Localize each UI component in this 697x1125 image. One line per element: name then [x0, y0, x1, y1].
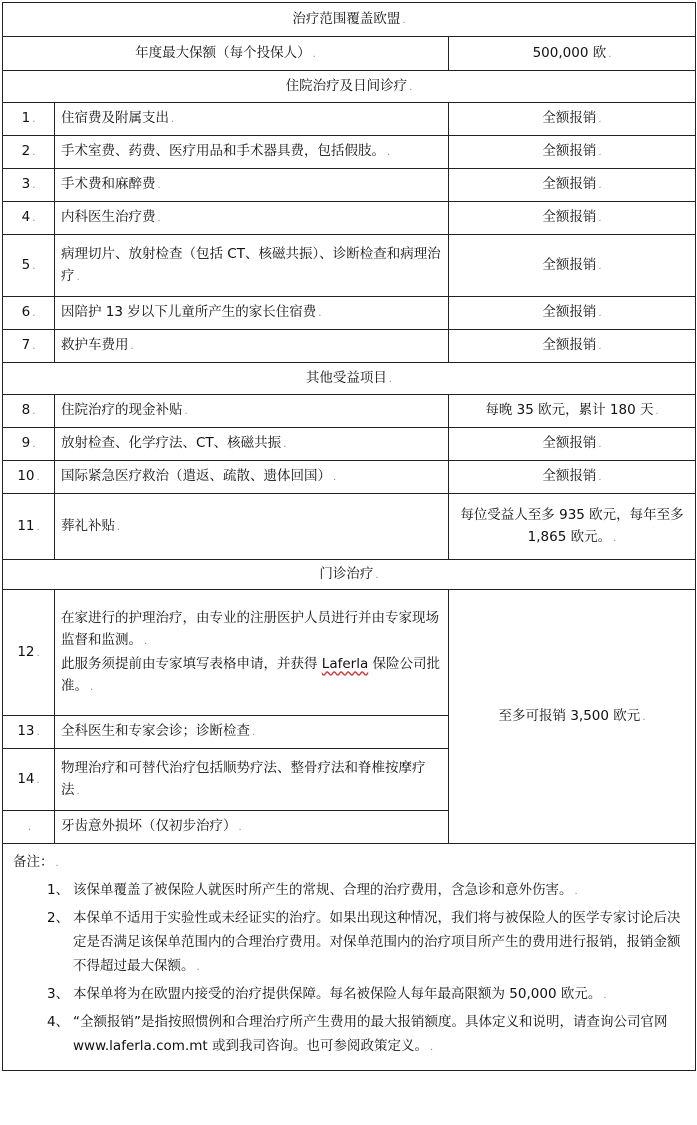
row-item: 住宿费及附属支出 .	[55, 103, 449, 136]
table-row	[3, 330, 696, 363]
row-coverage: 全额报销 .	[449, 330, 696, 363]
row-number: .	[3, 811, 55, 844]
row-number: 3 .	[3, 169, 55, 202]
row-coverage: 全额报销 .	[449, 297, 696, 330]
row-number: 1 .	[3, 103, 55, 136]
row-coverage: 全额报销 .	[449, 103, 696, 136]
row12-line2: 此服务须提前由专家填写表格申请，并获得 Laferla 保险公司批准。 .	[61, 655, 441, 694]
table-row	[3, 169, 696, 202]
row-item: 手术费和麻醉费 .	[55, 169, 449, 202]
row-coverage: 全额报销 .	[449, 136, 696, 169]
row12-line1: 在家进行的护理治疗，由专业的注册医护人员进行并由专家现场监督和监测。 .	[61, 609, 439, 648]
table-row	[3, 202, 696, 235]
row-coverage: 每晚 35 欧元，累计 180 天 .	[449, 395, 696, 428]
annual-max-label: 年度最大保额（每个投保人） .	[3, 37, 449, 71]
row-number: 14 .	[3, 749, 55, 811]
row-number: 12 .	[3, 590, 55, 716]
row-item: 手术室费、药费、医疗用品和手术器具费，包括假肢。 .	[55, 136, 449, 169]
section-outpatient: 门诊治疗 .	[3, 560, 696, 590]
table-row	[3, 494, 696, 560]
row-item: 放射检查、化学疗法、CT、核磁共振 .	[55, 428, 449, 461]
row-coverage: 全额报销 .	[449, 461, 696, 494]
row-number: 9 .	[3, 428, 55, 461]
annual-max-value: 500,000 欧 .	[449, 37, 696, 71]
row-number: 5 .	[3, 235, 55, 297]
row-item: 葬礼补贴 .	[55, 494, 449, 560]
row-item: 内科医生治疗费 .	[55, 202, 449, 235]
table-row	[3, 235, 696, 297]
section-other: 其他受益项目 .	[3, 363, 696, 395]
outpatient-coverage: 至多可报销 3,500 欧元 .	[449, 590, 696, 844]
brand-name: Laferla	[321, 655, 369, 672]
row-item: 物理治疗和可替代治疗包括顺势疗法、整骨疗法和脊椎按摩疗法 .	[55, 749, 449, 811]
table-row	[3, 590, 696, 716]
table-row	[3, 395, 696, 428]
row-item: 住院治疗的现金补贴 .	[55, 395, 449, 428]
row-number: 6 .	[3, 297, 55, 330]
row-coverage: 全额报销 .	[449, 428, 696, 461]
row-item: 全科医生和专家会诊；诊断检查 .	[55, 716, 449, 749]
row-coverage: 全额报销 .	[449, 235, 696, 297]
row-number: 13 .	[3, 716, 55, 749]
row-coverage: 全额报销 .	[449, 202, 696, 235]
row-item: 国际紧急医疗救治（遣返、疏散、遗体回国） .	[55, 461, 449, 494]
row-item: 因陪护 13 岁以下儿童所产生的家长住宿费 .	[55, 297, 449, 330]
row-number: 10 .	[3, 461, 55, 494]
note-item: 2、 本保单不适用于实验性或未经证实的治疗。如果出现这种情况，我们将与被保险人的医学专家讨论后决定是否满足该保单范围内的合理治疗费用。对保单范围内的治疗项目所产生的费用进行报销，报销金额不得超过最大保额。 .	[47, 910, 681, 974]
table-row	[3, 297, 696, 330]
row-number: 7 .	[3, 330, 55, 363]
note-item: 1、 该保单覆盖了被保险人就医时所产生的常规、合理的治疗费用，含急诊和意外伤害。 .	[47, 882, 578, 898]
row-item: 牙齿意外损坏（仅初步治疗） .	[55, 811, 449, 844]
row-coverage: 全额报销 .	[449, 169, 696, 202]
table-row	[3, 103, 696, 136]
row-number: 2 .	[3, 136, 55, 169]
row-number: 8 .	[3, 395, 55, 428]
row-item	[55, 590, 449, 716]
table-row	[3, 428, 696, 461]
table-title: 治疗范围覆盖欧盟 .	[3, 3, 696, 37]
note-item: 3、 本保单将为在欧盟内接受的治疗提供保障。每名被保险人每年最高限额为 50,000 欧元。 .	[47, 986, 607, 1002]
row-item: 病理切片、放射检查（包括 CT、核磁共振）、诊断检查和病理治疗 .	[55, 235, 449, 297]
notes-title: 备注： .	[13, 854, 59, 870]
row-number: 4 .	[3, 202, 55, 235]
table-row	[3, 136, 696, 169]
row-coverage: 每位受益人至多 935 欧元，每年至多 1,865 欧元。 .	[449, 494, 696, 560]
note-item: 4、 “全额报销”是指按照惯例和合理治疗所产生费用的最大报销额度。具体定义和说明，请查询公司官网 www.laferla.com.mt 或到我司咨询。也可参阅政策定义。 .	[47, 1014, 668, 1054]
coverage-table	[2, 2, 696, 1071]
notes-section	[3, 844, 696, 1071]
row-number: 11 .	[3, 494, 55, 560]
notes-list	[9, 878, 689, 1060]
row-item: 救护车费用 .	[55, 330, 449, 363]
table-row	[3, 461, 696, 494]
section-inpatient: 住院治疗及日间诊疗 .	[3, 71, 696, 103]
